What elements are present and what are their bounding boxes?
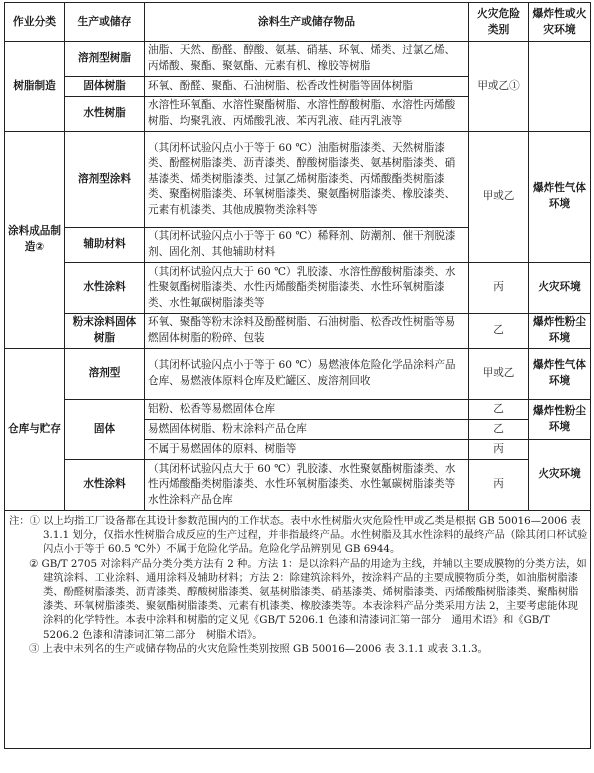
note-3: ③ 上表中未列名的生产或储存物品的火灾危险性类别按照 GB 50016—2006 表 3.1.1 或表 3.1.3。: [29, 642, 488, 655]
env-cell: 火灾环境: [529, 263, 591, 314]
fire-class-cell: 乙: [469, 314, 529, 349]
env-cell: [529, 42, 591, 132]
items-cell: （其闭杯试验闪点小于等于 60 ℃）油脂树脂漆类、天然树脂漆类、酚醛树脂漆类、沥青漆类、醇酸树脂漆类、氨基树脂漆类、硝基漆类、烯类树脂漆类、过氯乙烯树脂漆类、丙烯酸酯类树脂漆类、聚酯树脂漆类、环氧树脂漆类、聚氨酯树脂漆类、橡胶漆类、元素有机漆类、其他成膜物类涂料等: [145, 132, 469, 228]
table-row: [5, 460, 591, 511]
fire-class-cell: 甲或乙①: [469, 42, 529, 132]
group-storage: 仓库与贮存: [5, 349, 65, 511]
fire-class-cell: 乙: [469, 400, 529, 420]
production-cell: 溶剂型涂料: [65, 132, 145, 228]
note-2: ② GB/T 2705 对涂料产品分类分类方法有 2 种。方法 1：是以涂料产品的用途为主线，并辅以主要成膜物的分类方法，如建筑涂料、工业涂料、通用涂料及辅助材料；方法 2：除建筑涂料外，按涂料产品的主要成膜物质分类，如油脂树脂漆类、酚醛树脂漆类、沥青漆类、醇酸树脂漆类、氨基树脂漆类、硝基漆类、烯树脂漆类、丙烯酸酯树脂漆类、聚酯树脂漆类、环氧树脂漆类、聚氨酯树脂漆类、元素有机漆类、橡胶漆类等。本表涂料产品分类采用方法 2，主要考虑能体现涂料的化学特性。本表中涂料和树脂的定义见《GB/T 5206.1 色漆和清漆词汇第一部分 通用术语》和《GB/T 5206.2 色漆和清漆词汇第二部分 树脂术语》。: [29, 557, 587, 641]
fire-class-cell: 甲或乙: [469, 349, 529, 400]
items-cell: （其闭杯试验闪点大于 60 ℃）乳胶漆、水溶性醇酸树脂漆类、水性聚氨酯树脂漆类、水性丙烯酸酯类树脂漆类、水性环氧树脂漆类、水性氟碳树脂漆类等: [145, 263, 469, 314]
items-cell: 环氧、聚酯等粉末涂料及酚醛树脂、石油树脂、松香改性树脂等易燃固体树脂的粉碎、包装: [145, 314, 469, 349]
items-cell: （其闭杯试验闪点大于 60 ℃）乳胶漆、水性聚氨酯树脂漆类、水性丙烯酸酯类树脂漆类、水性环氧树脂漆类、水性氟碳树脂漆类等水性涂料产品仓库: [145, 460, 469, 511]
production-cell: 溶剂型: [65, 349, 145, 400]
group-resin: 树脂制造: [5, 42, 65, 132]
table-row: [5, 314, 591, 349]
fire-class-cell: 乙: [469, 420, 529, 440]
items-cell: 环氧、酚醛、聚酯、石油树脂、松香改性树脂等固体树脂: [145, 77, 469, 97]
fire-class-cell: 丙: [469, 440, 529, 460]
table-row: [5, 263, 591, 314]
items-cell: 易燃固体树脂、粉末涂料产品仓库: [145, 420, 469, 440]
production-cell: 水性涂料: [65, 263, 145, 314]
group-coating: 涂料成品制造②: [5, 132, 65, 349]
notes-cell: [5, 511, 591, 749]
fire-class-cell: 甲或乙: [469, 132, 529, 263]
table-row: [5, 400, 591, 420]
fire-class-cell: 丙: [469, 263, 529, 314]
header-environment: 爆炸性或火灾环境: [529, 3, 591, 42]
production-cell: 固体: [65, 400, 145, 460]
header-production: 生产或储存: [65, 3, 145, 42]
header-category: 作业分类: [5, 3, 65, 42]
items-cell: （其闭杯试验闪点小于等于 60 ℃）易燃液体危险化学品涂料产品仓库、易燃液体原料仓库及贮罐区、废溶剂回收: [145, 349, 469, 400]
env-cell: 爆炸性粉尘环境: [529, 314, 591, 349]
items-cell: 不属于易燃固体的原料、树脂等: [145, 440, 469, 460]
note-1: 注：① 以上均指工厂设备都在其设计参数范围内的工作状态。表中水性树脂火灾危险性甲或乙类是根据 GB 50016—2006 表 3.1.1 划分，仅指水性树脂合成反应的生产过程，并非指最终产品。水性树脂及其水性涂料的最终产品（除其闭口杯试验闪点小于等于 60.5 ℃外）不属于危险化学品。危险化学品辨别见 GB 6944。: [9, 515, 588, 556]
env-cell: 爆炸性粉尘环境: [529, 400, 591, 440]
items-cell: （其闭杯试验闪点小于等于 60 ℃）稀释剂、防潮剂、催干剂脱漆剂、固化剂、其他辅助材料: [145, 228, 469, 263]
header-items: 涂料生产或储存物品: [145, 3, 469, 42]
table-row: [5, 349, 591, 400]
env-cell: 火灾环境: [529, 440, 591, 511]
fire-hazard-table: [4, 2, 591, 749]
header-fire-class: 火灾危险类别: [469, 3, 529, 42]
production-cell: 辅助材料: [65, 228, 145, 263]
items-cell: 铝粉、松香等易燃固体仓库: [145, 400, 469, 420]
production-cell: 水性涂料: [65, 460, 145, 511]
production-cell: 粉末涂料固体树脂: [65, 314, 145, 349]
items-cell: 水溶性环氧酯、水溶性聚酯树脂、水溶性醇酸树脂、水溶性丙烯酸树脂、均聚乳液、丙烯酸乳液、苯丙乳液、硅丙乳液等: [145, 97, 469, 132]
production-cell: 水性树脂: [65, 97, 145, 132]
notes-row: [5, 511, 591, 749]
table-row: [5, 42, 591, 77]
items-cell: 油脂、天然、酚醛、醇酸、氨基、硝基、环氧、烯类、过氯乙烯、丙烯酸、聚酯、聚氨酯、元素有机、橡胶等树脂: [145, 42, 469, 77]
production-cell: 固体树脂: [65, 77, 145, 97]
env-cell: 爆炸性气体环境: [529, 132, 591, 263]
document-page: [4, 2, 590, 749]
table-row: [5, 132, 591, 228]
notes-block: [5, 511, 590, 748]
env-cell: 爆炸性气体环境: [529, 349, 591, 400]
table-header-row: [5, 3, 591, 42]
production-cell: 溶剂型树脂: [65, 42, 145, 77]
fire-class-cell: 丙: [469, 460, 529, 511]
